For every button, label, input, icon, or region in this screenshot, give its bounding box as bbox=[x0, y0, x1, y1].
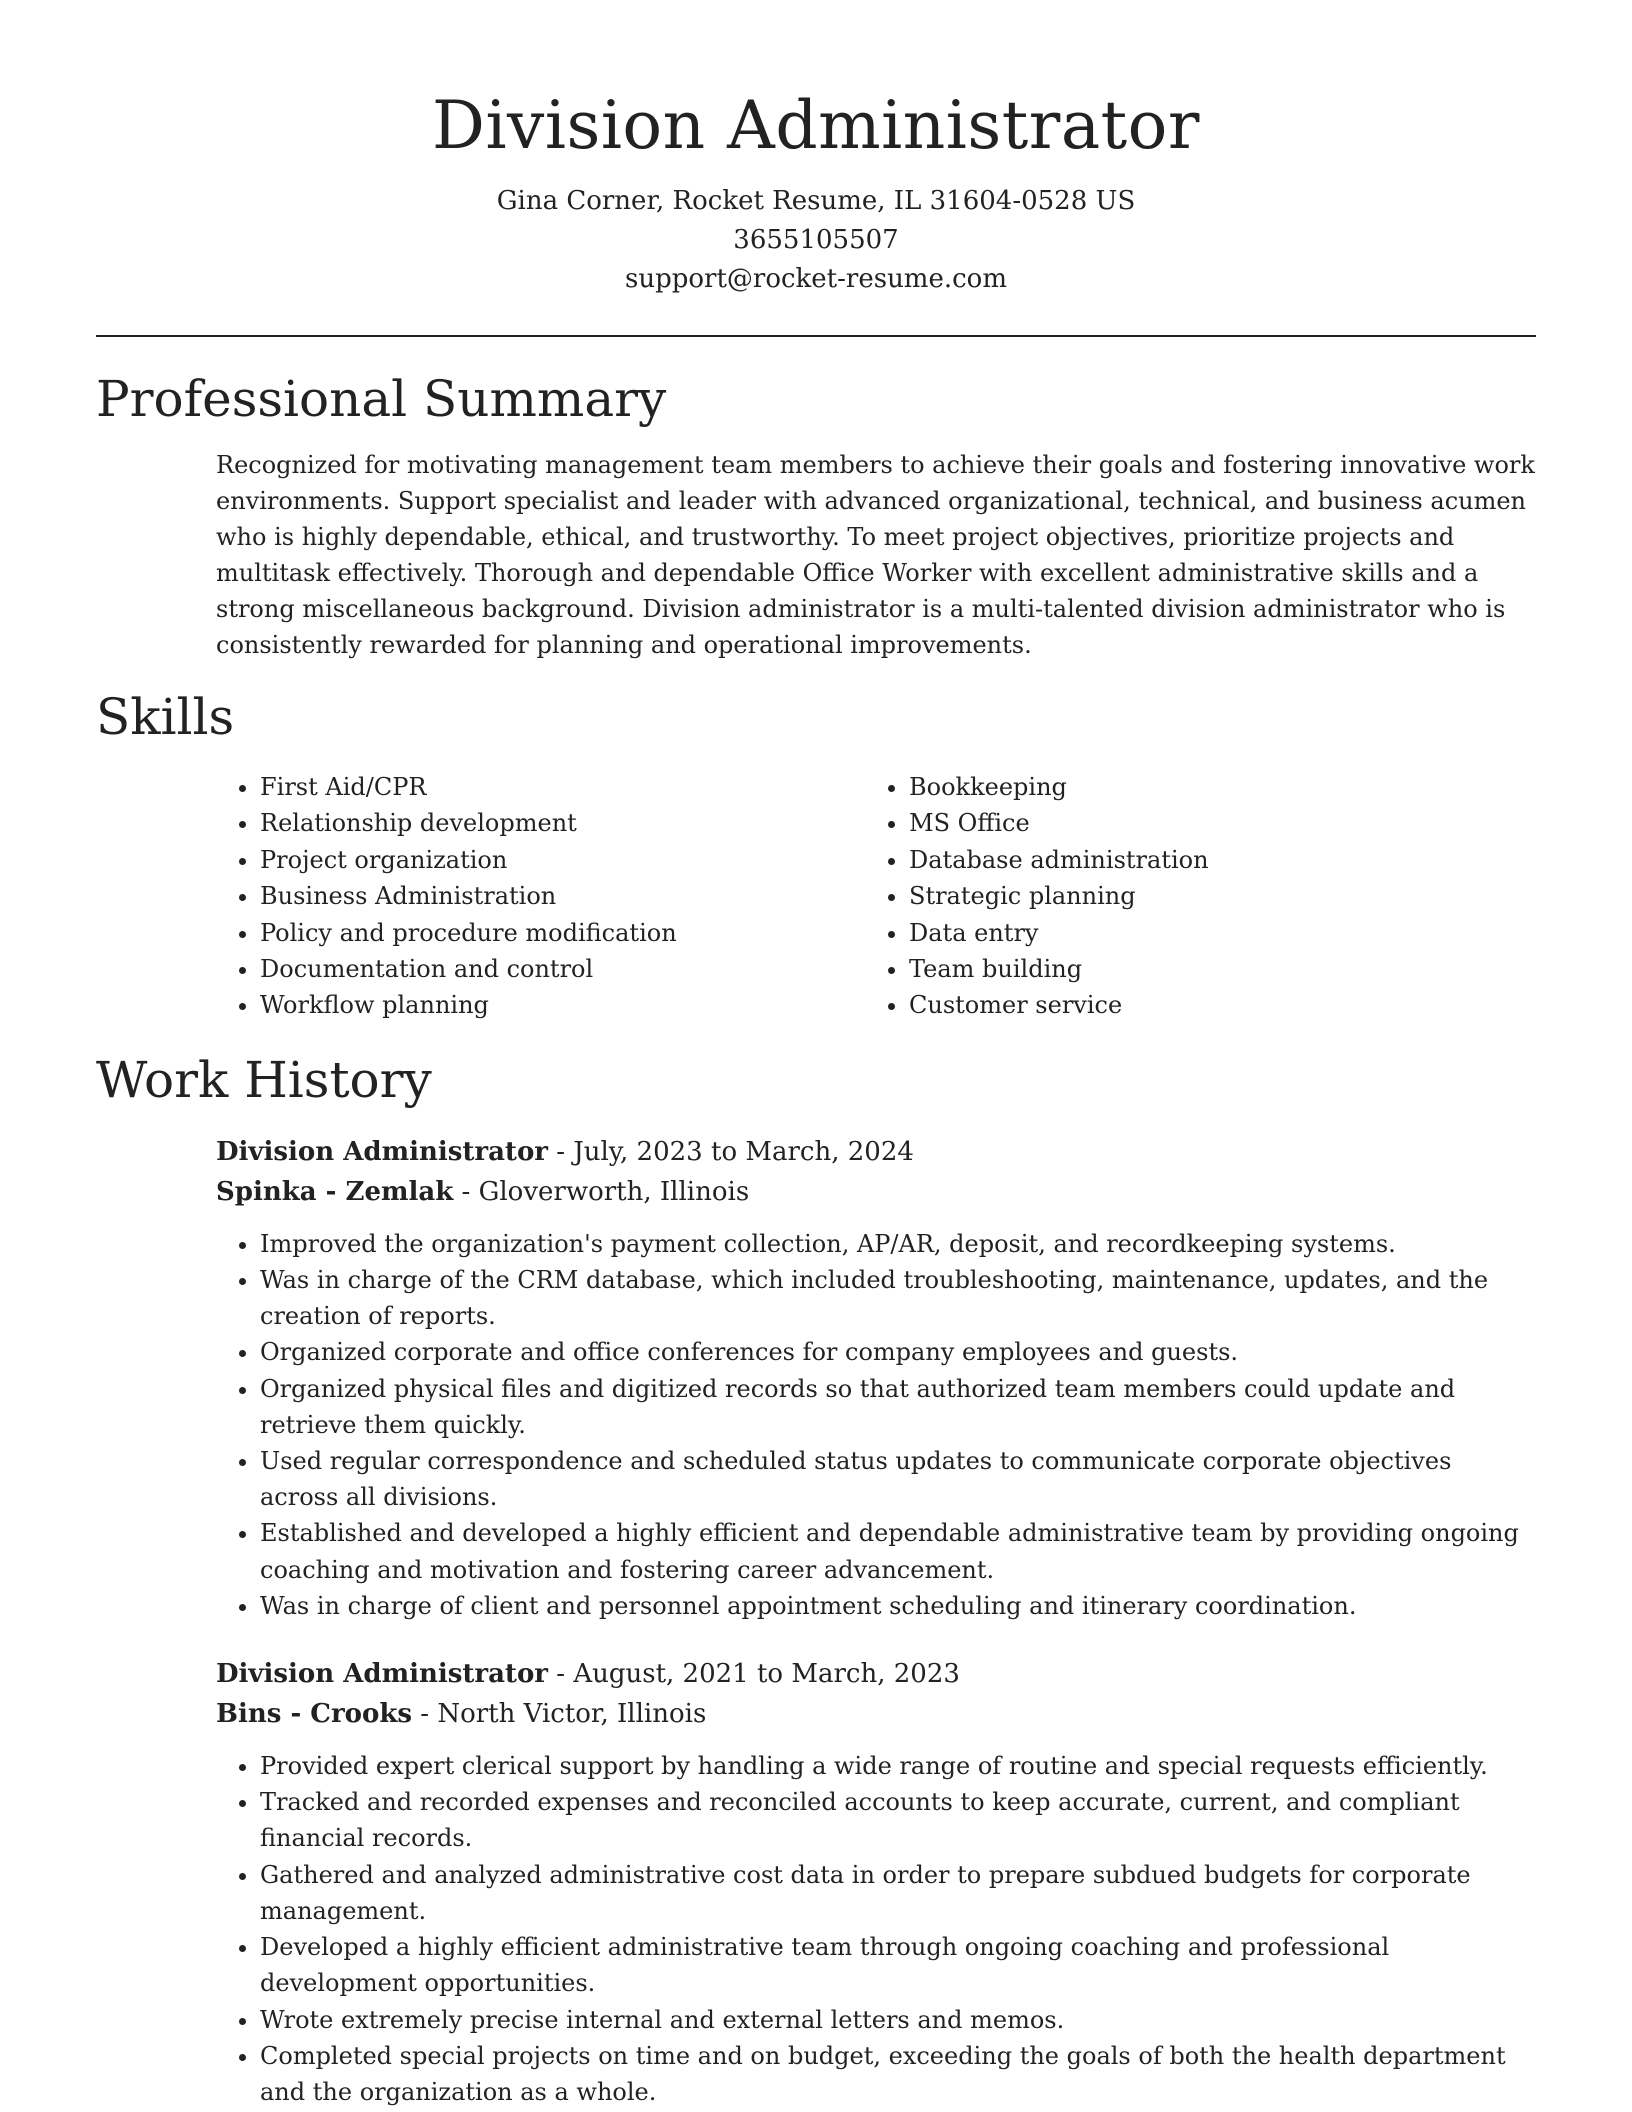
summary-heading: Professional Summary bbox=[96, 370, 667, 428]
resume-page bbox=[96, 0, 1536, 2110]
header-divider bbox=[96, 335, 1536, 337]
skill-item: • Database administration bbox=[909, 842, 1514, 878]
job-location: Gloverworth, Illinois bbox=[478, 1176, 750, 1207]
resume-header bbox=[96, 0, 1536, 299]
skill-item: • Bookkeeping bbox=[909, 769, 1514, 805]
duty-item: • Organized physical files and digitized records so that authorized team members could update and retrieve them quickly. bbox=[260, 1371, 1536, 1443]
skill-item: • Project organization bbox=[260, 842, 865, 878]
skill-item: • MS Office bbox=[909, 805, 1514, 841]
duty-item: • Used regular correspondence and scheduled status updates to communicate corporate objectives across all divisions. bbox=[260, 1443, 1536, 1515]
contact-info bbox=[96, 182, 1536, 299]
duty-item: • Was in charge of the CRM database, which included troubleshooting, maintenance, updates, and the creation of reports. bbox=[260, 1262, 1536, 1334]
skill-item: • First Aid/CPR bbox=[260, 769, 865, 805]
skill-item: • Customer service bbox=[909, 987, 1514, 1023]
contact-phone: 3655105507 bbox=[733, 225, 899, 255]
duty-item: • Provided expert clerical support by handling a wide range of routine and special requests efficiently. bbox=[260, 1748, 1536, 1784]
job-company-line bbox=[216, 1694, 1536, 1734]
contact-email: support@rocket-resume.com bbox=[624, 264, 1007, 294]
skills-column-left bbox=[216, 769, 865, 1024]
separator: - bbox=[453, 1176, 479, 1207]
job-title-line bbox=[216, 1132, 1536, 1172]
skill-item: • Documentation and control bbox=[260, 951, 865, 987]
skills-column-right bbox=[865, 769, 1514, 1024]
job-duties bbox=[216, 1226, 1536, 1624]
skills-list bbox=[216, 769, 1536, 1024]
job-location: North Victor, Illinois bbox=[437, 1699, 707, 1730]
duty-item: • Developed a highly efficient administrative team through ongoing coaching and professional development opportunities. bbox=[260, 1929, 1536, 2001]
skill-item: • Relationship development bbox=[260, 805, 865, 841]
job-title: Division Administrator bbox=[216, 1136, 548, 1167]
duty-item: • Gathered and analyzed administrative cost data in order to prepare subdued budgets for corporate management. bbox=[260, 1857, 1536, 1929]
skills-heading: Skills bbox=[96, 688, 235, 746]
duty-item: • Tracked and recorded expenses and reconciled accounts to keep accurate, current, and compliant financial records. bbox=[260, 1784, 1536, 1856]
job-duties bbox=[216, 1748, 1536, 2110]
job-dates: August, 2021 to March, 2023 bbox=[573, 1659, 960, 1690]
duty-item: • Organized corporate and office conferences for company employees and guests. bbox=[260, 1334, 1536, 1370]
duty-item: • Established and developed a highly efficient and dependable administrative team by providing ongoing coaching and motivation and fostering career advancement. bbox=[260, 1515, 1536, 1587]
duty-item: • Was in charge of client and personnel appointment scheduling and itinerary coordination. bbox=[260, 1588, 1536, 1624]
job-title: Division Administrator bbox=[216, 1659, 548, 1690]
work-history-heading: Work History bbox=[96, 1050, 432, 1109]
job-company-line bbox=[216, 1172, 1536, 1212]
job-company: Bins - Crooks bbox=[216, 1699, 413, 1730]
job-entry bbox=[216, 1132, 1536, 1624]
duty-item: • Completed special projects on time and on budget, exceeding the goals of both the health department and the organization as a whole. bbox=[260, 2038, 1536, 2110]
skill-item: • Data entry bbox=[909, 915, 1514, 951]
job-title-line bbox=[216, 1654, 1536, 1694]
job-entry bbox=[216, 1654, 1536, 2110]
job-dates: July, 2023 to March, 2024 bbox=[573, 1136, 914, 1167]
skill-item: • Business Administration bbox=[260, 878, 865, 914]
skill-item: • Team building bbox=[909, 951, 1514, 987]
separator: - bbox=[547, 1659, 574, 1690]
skill-item: • Workflow planning bbox=[260, 987, 865, 1023]
skill-item: • Strategic planning bbox=[909, 878, 1514, 914]
skill-item: • Policy and procedure modification bbox=[260, 915, 865, 951]
job-company: Spinka - Zemlak bbox=[216, 1176, 454, 1207]
separator: - bbox=[412, 1699, 438, 1730]
duty-item: • Improved the organization's payment collection, AP/AR, deposit, and recordkeeping systems. bbox=[260, 1226, 1536, 1262]
separator: - bbox=[547, 1136, 574, 1167]
contact-address: Gina Corner, Rocket Resume, IL 31604-0528 US bbox=[496, 186, 1136, 216]
duty-item: • Wrote extremely precise internal and external letters and memos. bbox=[260, 2002, 1536, 2038]
resume-title: Division Administrator bbox=[432, 87, 1200, 164]
summary-text: Recognized for motivating management team members to achieve their goals and fostering innovative work environments. Support specialist and leader with advanced organizational, technical, and business acumen who is highly dependable, ethical, and trustworthy. To meet project objectives, prioritize projects and multitask effectively. Thorough and dependable Office Worker with excellent administrative skills and a strong miscellaneous background. Division administrator is a multi-talented division administrator who is consistently rewarded for planning and operational improvements. bbox=[216, 451, 1535, 659]
